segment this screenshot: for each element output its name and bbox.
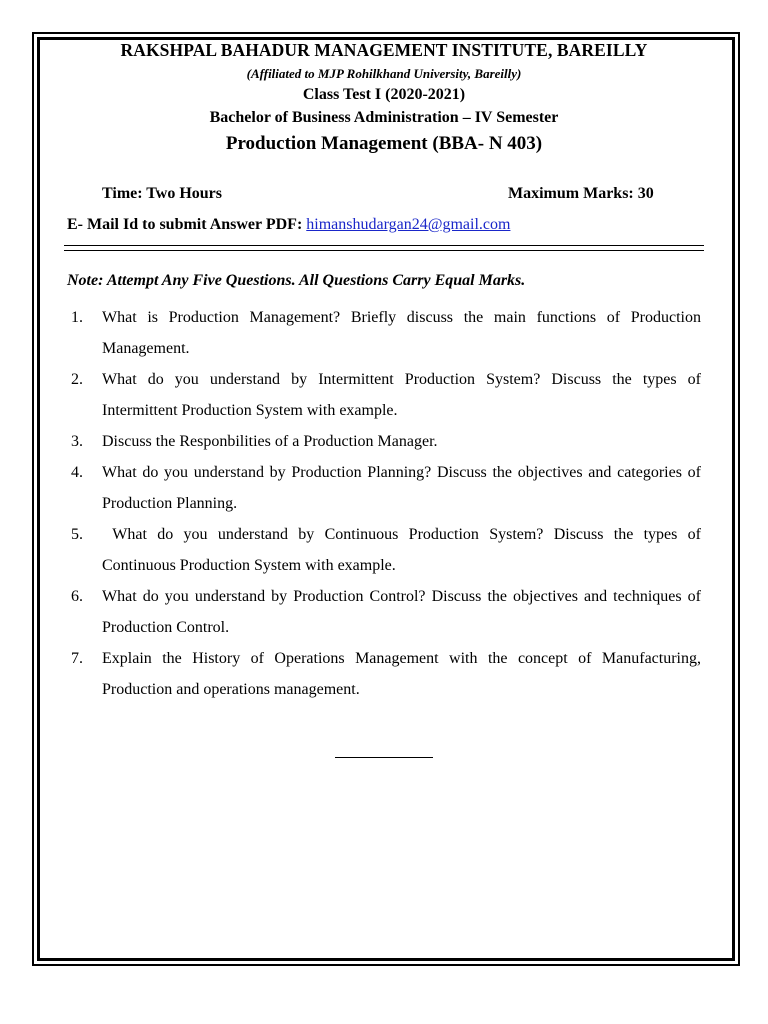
divider-top	[64, 245, 704, 246]
end-line	[335, 757, 433, 758]
course-name: Bachelor of Business Administration – IV Semester	[209, 109, 559, 126]
instruction-note: Note: Attempt Any Five Questions. All Questions Carry Equal Marks.	[67, 272, 526, 289]
subject-title: Production Management (BBA- N 403)	[225, 133, 543, 154]
question-number: 6.	[71, 588, 83, 605]
question-number: 2.	[71, 371, 83, 388]
question-number: 4.	[71, 464, 83, 481]
email-row	[67, 216, 510, 234]
question-number: 7.	[71, 650, 83, 667]
question-number: 3.	[71, 433, 83, 450]
maximum-marks: Maximum Marks: 30	[508, 185, 654, 202]
email-link[interactable]: himanshudargan24@gmail.com	[306, 216, 511, 233]
question-item	[67, 364, 701, 426]
question-text: What do you understand by Production Control? Discuss the objectives and techniques of Production Control.	[102, 588, 701, 636]
test-title: Class Test I (2020-2021)	[302, 86, 466, 103]
institute-name: RAKSHPAL BAHADUR MANAGEMENT INSTITUTE, BAREILLY	[120, 40, 648, 60]
question-text: What do you understand by Production Planning? Discuss the objectives and categories of Production Planning.	[102, 464, 701, 512]
question-text: What do you understand by Intermittent Production System? Discuss the types of Intermittent Production System with example.	[102, 371, 701, 419]
divider-bottom	[64, 250, 704, 251]
question-text: Discuss the Responbilities of a Production Manager.	[102, 433, 438, 450]
question-item	[67, 643, 701, 705]
question-item	[67, 302, 701, 364]
question-text: What do you understand by Continuous Production System? Discuss the types of Continuous Production System with example.	[102, 526, 705, 574]
time-allowed: Time: Two Hours	[102, 185, 223, 202]
question-text: Explain the History of Operations Management with the concept of Manufacturing, Production and operations management.	[102, 650, 701, 698]
question-list	[67, 302, 705, 705]
question-number: 5.	[71, 526, 83, 543]
question-text: What is Production Management? Briefly discuss the main functions of Production Management.	[102, 309, 701, 357]
question-item	[67, 426, 701, 457]
question-item	[67, 581, 701, 643]
question-item	[67, 457, 701, 519]
affiliation: (Affiliated to MJP Rohilkhand University, Bareilly)	[246, 66, 522, 81]
question-item	[67, 519, 705, 581]
question-number: 1.	[71, 309, 83, 326]
email-label: E- Mail Id to submit Answer PDF:	[67, 216, 307, 233]
